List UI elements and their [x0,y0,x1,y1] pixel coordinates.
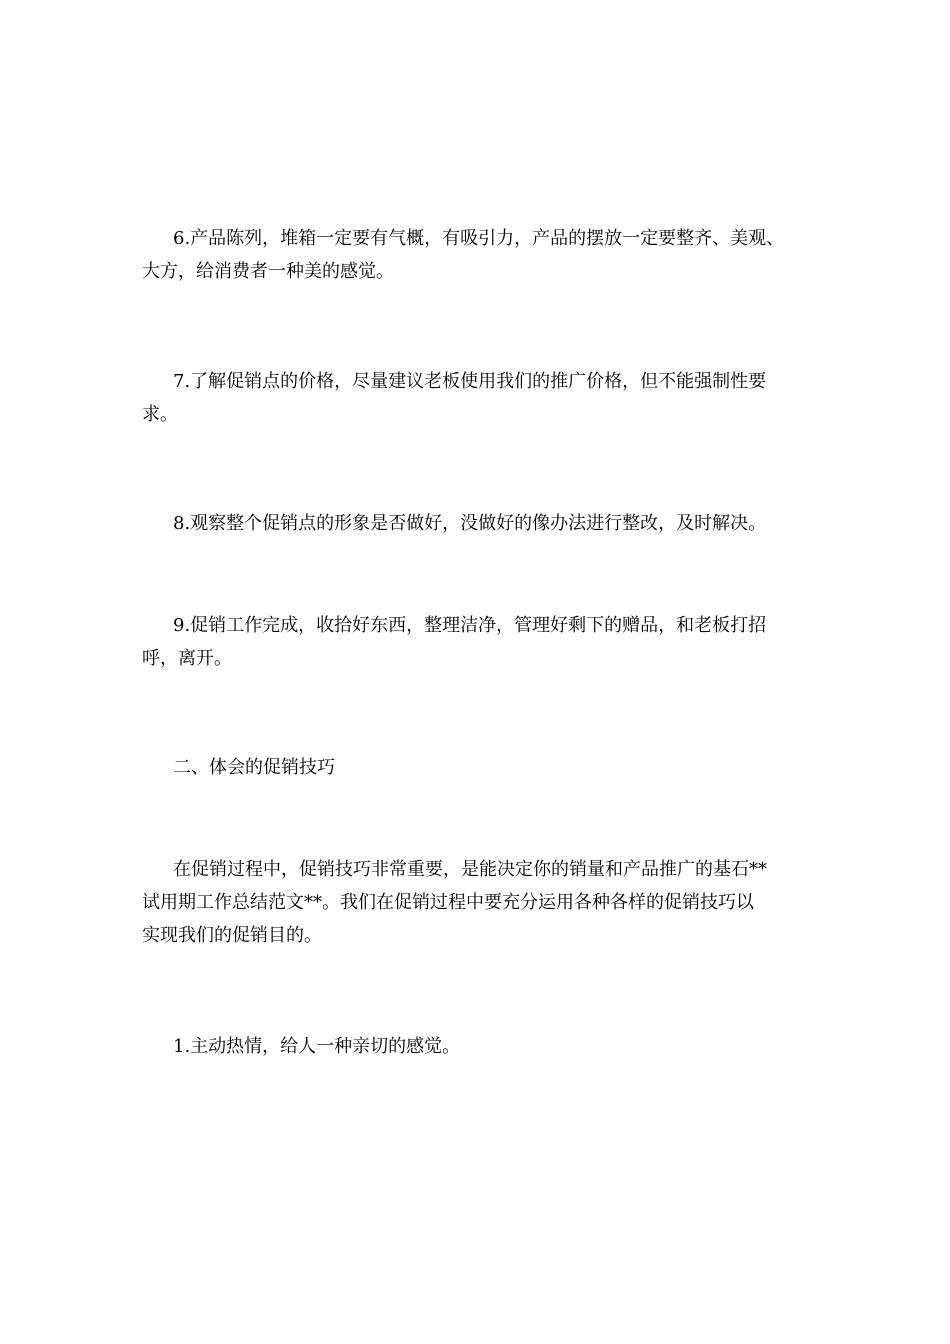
paragraph-line: 求。 [142,404,178,425]
paragraph-item-9 [142,609,822,675]
paragraph-item-1 [142,1030,822,1063]
paragraph-item-7 [142,365,822,431]
paragraph-line: 7.了解促销点的价格，尽量建议老板使用我们的推广价格，但不能强制性要 [173,371,767,392]
section-heading [142,751,822,784]
paragraph-line: 大方，给消费者一种美的感觉。 [142,261,394,282]
section-heading-text: 二、体会的促销技巧 [173,757,335,778]
paragraph-line: 8.观察整个促销点的形象是否做好，没做好的像办法进行整改，及时解决。 [173,513,767,534]
paragraph-line: 6.产品陈列，堆箱一定要有气概，有吸引力，产品的摆放一定要整齐、美观、 [173,228,785,249]
paragraph-line: 1.主动热情，给人一种亲切的感觉。 [173,1036,461,1057]
paragraph-line: 实现我们的促销目的。 [142,925,322,946]
paragraph-line: 试用期工作总结范文**。我们在促销过程中要充分运用各种各样的促销技巧以 [142,892,754,913]
paragraph-line: 呼，离开。 [142,648,232,669]
paragraph-line: 9.促销工作完成，收拾好东西，整理洁净，管理好剩下的赠品，和老板打招 [173,615,767,636]
paragraph-item-6 [142,222,822,288]
paragraph-item-8 [142,507,822,540]
paragraph-intro [142,853,822,952]
paragraph-line: 在促销过程中，促销技巧非常重要，是能决定你的销量和产品推广的基石** [173,859,767,880]
